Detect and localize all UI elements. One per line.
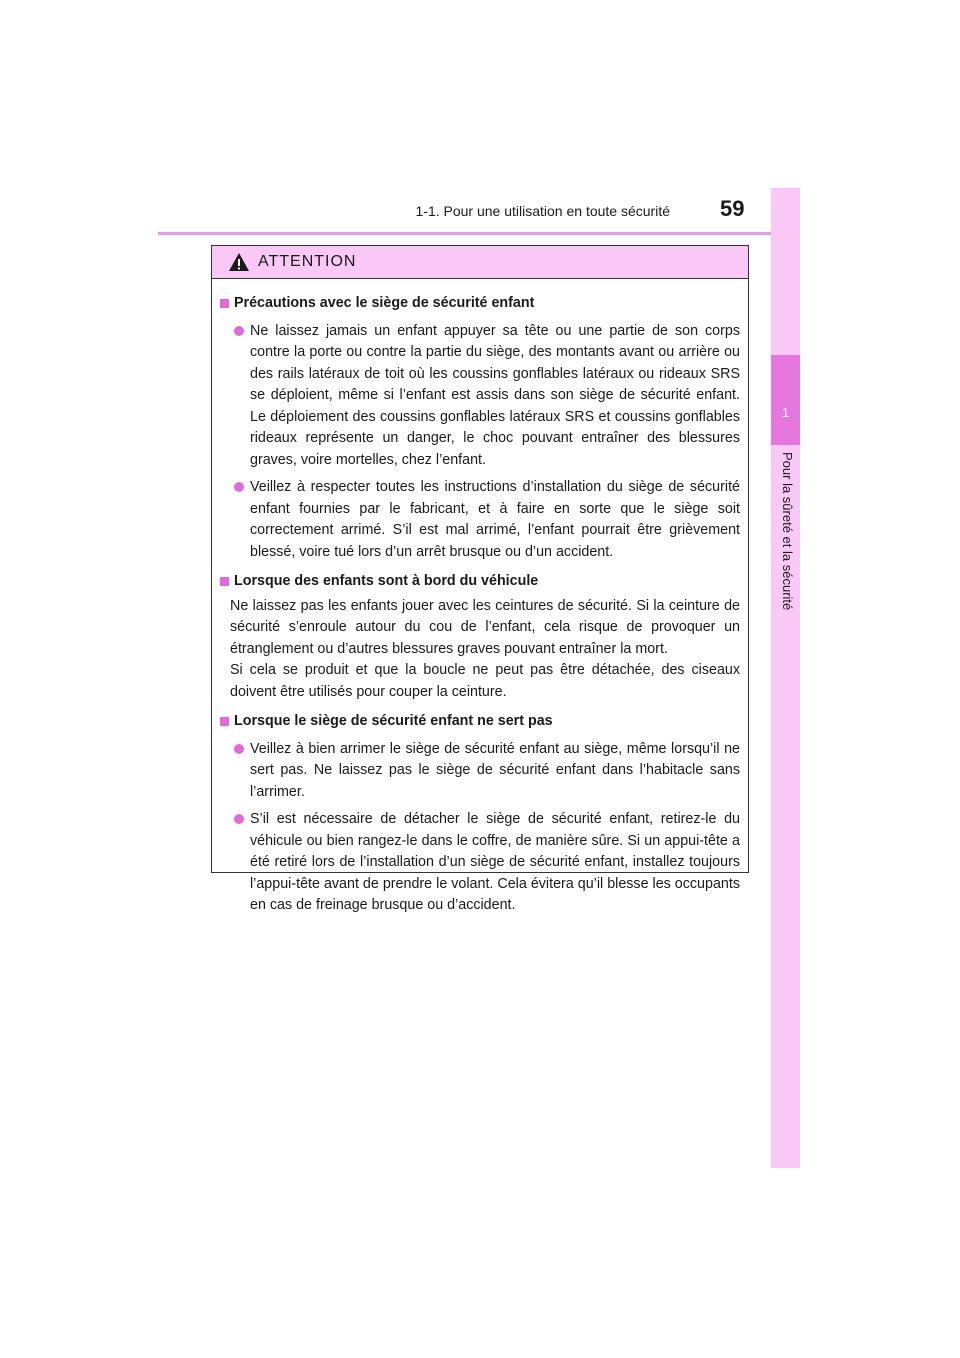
list-item: Veillez à bien arrimer le siège de sécurité enfant au siège, même lorsqu’il ne sert pas. Ne laissez pas le siège de sécurité enfant dans l’habitacle sans l’arrimer. [220, 739, 740, 804]
warning-triangle-icon [228, 252, 250, 272]
paragraph: Ne laissez pas les enfants jouer avec les ceintures de sécurité. Si la ceinture de sécurité s’enroule autour du cou de l’enfant, cela risque de provoquer un étranglement ou d’autres blessures graves pouvant entraîner la mort. [230, 597, 740, 657]
circle-bullet-icon [234, 326, 244, 336]
header-rule [158, 232, 800, 235]
chapter-title: Pour la sûreté et la sécurité [780, 452, 795, 611]
list-item: Veillez à respecter toutes les instructions d’installation du siège de sécurité enfant fournies par le fabricant, et à faire en sorte que le siège soit correctement arrimé. S’il est mal arrimé, l’enfant pourrait être grièvement blessé, voire tué lors d’un arrêt brusque ou d’un accident. [220, 477, 740, 563]
page-number: 59 [720, 196, 745, 221]
section-heading: Lorsque le siège de sécurité enfant ne sert pas [220, 711, 740, 733]
section-title: 1-1. Pour une utilisation en toute sécurité [415, 203, 670, 219]
section-heading: Lorsque des enfants sont à bord du véhicule [220, 571, 740, 593]
caution-box [211, 245, 749, 913]
chapter-number: 1 [781, 405, 790, 420]
square-bullet-icon [220, 299, 229, 308]
caution-title: ATTENTION [258, 253, 357, 270]
list-item: S’il est nécessaire de détacher le siège de sécurité enfant, retirez-le du véhicule ou bien rangez-le dans le coffre, de manière sûre. Si un appui-tête a été retiré lors de l’installation d’un siège de sécurité enfant, installez toujours l’appui-tête avant de prendre le volant. Cela évitera qu’il blesse les occupants en cas de freinage brusque ou d’accident. [220, 809, 740, 917]
circle-bullet-icon [234, 744, 244, 754]
chapter-tab-marker [771, 355, 800, 445]
square-bullet-icon [220, 577, 229, 586]
chapter-side-tab [771, 188, 800, 1168]
paragraph: Si cela se produit et que la boucle ne peut pas être détachée, des ciseaux doivent être utilisés pour couper la ceinture. [230, 662, 740, 700]
circle-bullet-icon [234, 482, 244, 492]
caution-header [212, 246, 748, 279]
circle-bullet-icon [234, 814, 244, 824]
list-item: Ne laissez jamais un enfant appuyer sa tête ou une partie de son corps contre la porte ou contre la partie du siège, des montants avant ou arrière ou des rails latéraux de toit où les coussins gonflables latéraux ou rideaux SRS se déploient, même si l’enfant est assis dans son siège de sécurité enfant. Le déploiement des coussins gonflables latéraux SRS et coussins gonflables rideaux représente un danger, le choc pouvant entraîner des blessures graves, voire mortelles, chez l’enfant. [220, 321, 740, 472]
caution-body [212, 279, 748, 917]
square-bullet-icon [220, 717, 229, 726]
section-heading: Précautions avec le siège de sécurité enfant [220, 293, 740, 315]
